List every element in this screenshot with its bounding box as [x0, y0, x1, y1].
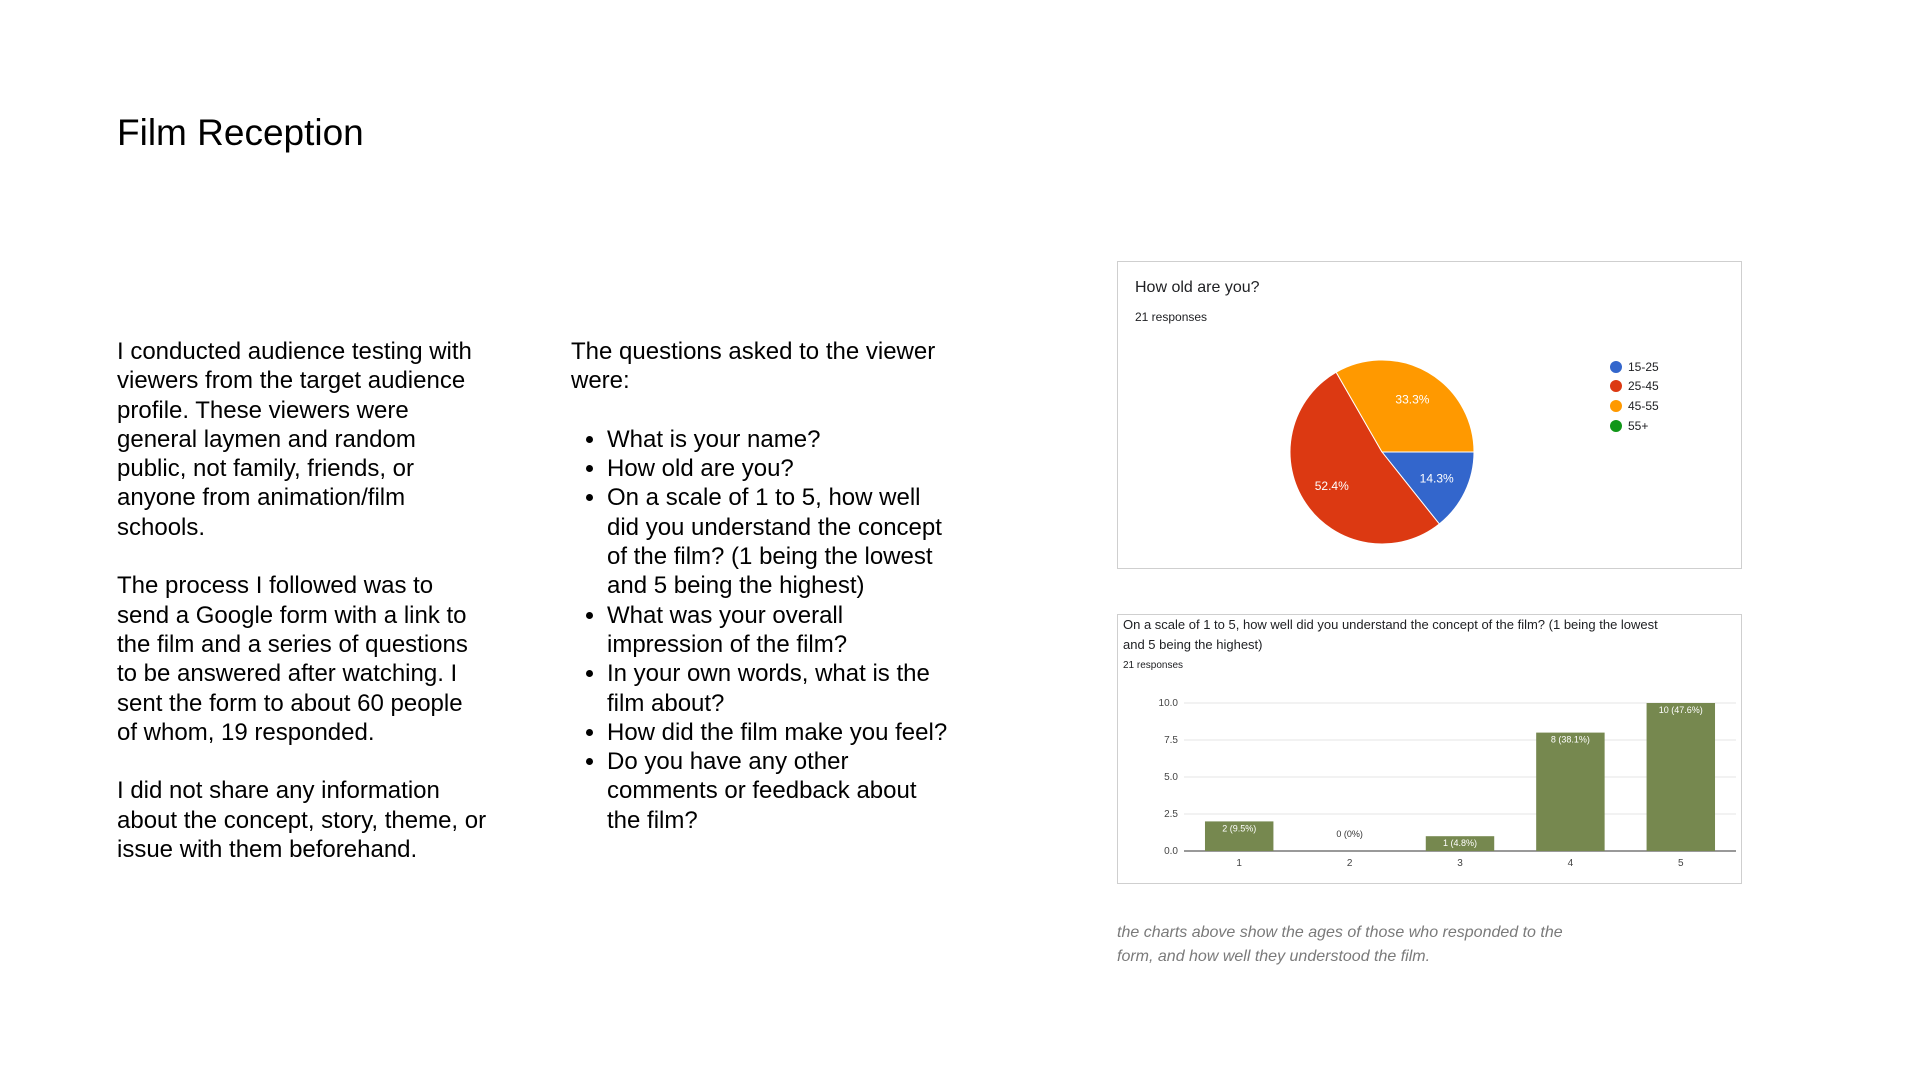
pie-chart-responses: 21 responses [1135, 310, 1208, 324]
bar-data-label: 10 (47.6%) [1658, 705, 1703, 715]
bar-chart-responses: 21 responses [1123, 660, 1184, 671]
bar-chart-title: On a scale of 1 to 5, how well did you understand the concept of the film? (1 being the lowest and 5 being the highest) [1123, 617, 1658, 652]
legend-item [1610, 396, 1659, 416]
y-tick-label: 5.0 [1164, 772, 1178, 783]
legend-item [1610, 357, 1659, 377]
x-tick-label: 4 [1567, 858, 1574, 869]
questions-column [571, 337, 951, 835]
x-tick-label: 5 [1678, 858, 1684, 869]
questions-list [571, 425, 951, 835]
legend-label: 55+ [1628, 418, 1649, 433]
paragraph-audience: I conducted audience testing with viewers from the target audience profile. These viewers were general laymen and random public, not family, friends, or anyone from animation/film schools. [117, 338, 472, 541]
question-item: • What was your overall impression of the film? [607, 601, 951, 660]
legend-dot-icon [1610, 420, 1622, 432]
legend-item [1610, 416, 1659, 436]
paragraph-process: The process I followed was to send a Google form with a link to the film and a series of questions to be answered after watching. I sent the form to about 60 people of whom, 19 responded. [117, 572, 468, 746]
bar-data-label: 8 (38.1%) [1550, 734, 1590, 745]
question-item: • How old are you? [607, 454, 951, 483]
x-tick-label: 3 [1457, 858, 1463, 869]
pie-legend [1610, 357, 1659, 435]
question-item: • On a scale of 1 to 5, how well did you understand the concept of the film? (1 being the lowest and 5 being the highest) [607, 483, 951, 600]
question-item: • In your own words, what is the film about? [607, 659, 951, 718]
pie-chart-title: How old are you? [1135, 279, 1260, 296]
pie-slice-label: 33.3% [1395, 392, 1430, 407]
questions-intro: The questions asked to the viewer were: [571, 338, 936, 395]
legend-dot-icon [1610, 400, 1622, 412]
question-item: • Do you have any other comments or feedback about the film? [607, 747, 951, 835]
pie-slice-label: 14.3% [1419, 471, 1454, 486]
question-item: • What is your name? [607, 425, 951, 454]
y-tick-label: 7.5 [1164, 735, 1178, 746]
age-pie-chart-card [1117, 261, 1742, 569]
legend-item [1610, 377, 1659, 397]
y-tick-label: 0.0 [1164, 846, 1178, 857]
bar-data-label: 0 (0%) [1336, 829, 1363, 839]
legend-dot-icon [1610, 380, 1622, 392]
legend-label: 15-25 [1628, 359, 1659, 374]
understanding-bar-chart-card [1117, 614, 1742, 884]
bar-5 [1647, 703, 1715, 851]
legend-label: 25-45 [1628, 379, 1659, 394]
legend-label: 45-55 [1628, 398, 1659, 413]
understanding-bar-chart [1118, 615, 1741, 883]
legend-dot-icon [1610, 361, 1622, 373]
bar-4 [1536, 733, 1604, 851]
question-item: • How did the film make you feel? [607, 718, 951, 747]
pie-slice-label: 52.4% [1314, 479, 1349, 494]
intro-text-column [117, 337, 487, 894]
y-tick-label: 2.5 [1164, 809, 1178, 820]
page-title: Film Reception [117, 112, 364, 153]
bar-data-label: 1 (4.8%) [1442, 838, 1478, 849]
charts-caption: the charts above show the ages of those who responded to the form, and how well they understood the film. [1117, 924, 1563, 965]
x-tick-label: 1 [1236, 858, 1242, 869]
x-tick-label: 2 [1346, 858, 1353, 869]
bar-data-label: 2 (9.5%) [1222, 823, 1257, 834]
y-tick-label: 10.0 [1158, 698, 1178, 709]
paragraph-no-info: I did not share any information about the concept, story, theme, or issue with them beforehand. [117, 777, 487, 864]
